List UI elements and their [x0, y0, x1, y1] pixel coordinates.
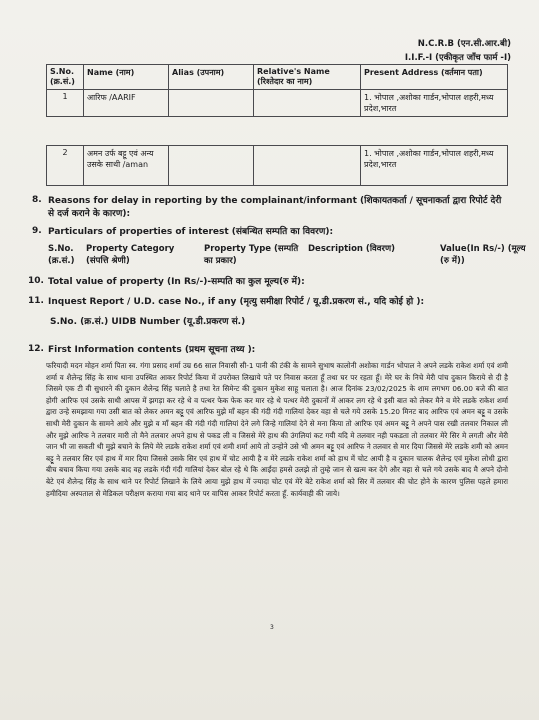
section-9-heading: Particulars of properties of interest (संबन्धित सम्पति का विवरण):: [48, 227, 334, 237]
col-address: Present Address (वर्तमान पता): [361, 65, 508, 90]
page-number: 3: [270, 624, 274, 631]
section-12-heading: First Information contents (प्रथम सूचना तथ्य ):: [48, 345, 256, 355]
accused-table-continued: [46, 145, 508, 186]
property-col-type: Property Type (सम्पति का प्रकार): [204, 244, 299, 266]
property-col-description: Description (विवरण): [308, 244, 395, 254]
fir-contents: फरियादी मदन मोहन शर्मा पिता स्व. गंगा प्रसाद शर्मा उम्र 66 साल निवासी सी-1 पानी की टंकी के सामने सुभाष कालोनी अशोका गार्डन भोपाल ने अपने लडके राकेश शर्मा एवं शमी शर्मा व शैलेन्द्र सिंह के साथ थाना उपस्थित आकर रिपोर्ट किया में उपरोक्त लिखाये पते पर निवास करता हूँ तथा घर पर रहता हूँ। मेरे घर के निचे मेरी पांच दुकान किराये से दी है जिसमे एक टी वी सुधारने की दुकान शैलेन्द्र सिंह चलाते है तथा रेत सिमेन्ट की दुकान मुकेश साहू चलाता है। आज दिनांक 23/02/2025 के शाम लगभग 06.00 बजे की बात होगी आरिफ एवं उसके साथी आपस में झगड़ा कर रहे थे व पत्थर फेक फेक कर मार रहे थे पत्थर मेरी दुकानों में आकर लग रहे थे इसी बात को लेकर मैने व मेरे लडके राकेश शर्मा द्वारा उन्हे समझाया गया उसी बात को लेकर अमन बट्टू एवं आरिफ मुझे माँ बहन की गंदी गंदी गालियां देकर वहा से चले गये उसके 15.20 मिनट बाद आरिफ एवं अमन बट्टू व उसके साथी मेरी दुकान के सामने आये और मुझे व माँ बहन की गंदी गंदी गालियां देने लगे जिन्हे गालियां देने से मना किया तो आरिफ एवं अमन बट्टू ने अपने पास रखी तलवार निकाल ली और मुझे आरिफ ने तलवार मारी तो मैने तलवार अपने हाथ से पकड ली व जिससे मेरे हाथ की उंगलियां कट गयी यदि मे तलवार नही पकडता तो तलवार मेरे सिर मे लगती और मेरी जान भी जा सकती थी मुझे बचाने के लिये मेरे लडके राकेश शर्मा एवं शमी शर्मा आये तो उन्होने उसे भी अमन बट्टू एवं आरिफ ने तलवार से मार दिया जिससे मेरे लडके शमी को अमन बट्टू ने तलवार सिर एवं हाथ में मार दिया जिससे उसके सिर एवं हाथ में चोट आयी है व मेरे लडके राकेश शर्मा को हाथ में चोट आयी है व दुकान चालक शैलेन्द्र एवं मुकेश लोधी द्वारा बीच बचाव किया गया उसके बाद वह लडके गंदी गंदी गालियां देकर बोल रहे थे कि आईंदा हमसे उलझे तो तुम्हे जान से खत्म कर देगे और वहा से चले गये उसके बाद मै अपने दोनो बेटे एवं शैलेन्द्र सिंह के साथ थाने पर रिपोर्ट लिखाने के लिये आया मुझे हाथ में ज्यादा चोट एवं मेरे बेटे राकेश शर्मा को सिर में तलवार की चोट होने के कारण पुलिस पहले हमारा हमीदिया अस्पताल से मेडिकल परीक्षण कराया गया बाद थाने पर वापिस आकर रिपोर्ट करता हूँ. कार्यवाही की जाये।: [46, 361, 508, 498]
col-name: Name (नाम): [84, 65, 169, 90]
cell-alias: [169, 146, 254, 186]
section-11-heading: Inquest Report / U.D. case No., if any (मृत्यु समीक्षा रिपोर्ट / यू.डी.प्रकरण सं., यदि कोई हो ):: [48, 297, 425, 307]
cell-relative: [254, 90, 361, 117]
section-8-heading: Reasons for delay in reporting by the complainant/informant (शिकायतकर्ता / सूचनाकर्ता द्वारा रिपोर्ट देरी से दर्ज कराने के कारण):: [48, 196, 502, 219]
table-row: [47, 146, 508, 186]
cell-name: अमन उर्फ बट्टू एवं अन्य उसके साथी /aman: [84, 146, 169, 186]
cell-sno: 2: [47, 146, 84, 186]
iif-header: I.I.F.-I (एकीकृत जाँच फार्म -I): [404, 53, 511, 63]
section-8-number: 8.: [32, 195, 42, 205]
accused-table-header-row: [47, 65, 508, 90]
col-relative: Relative's Name (रिश्तेदार का नाम): [254, 65, 361, 90]
property-col-value: Value(In Rs/-) (मूल्य (रु में)): [440, 244, 526, 266]
section-10-heading: Total value of property (In Rs/-)-सम्पति का कुल मूल्य(रु में):: [48, 277, 305, 287]
cell-address: 1. भोपाल ,अशोका गार्डन,भोपाल शहरी,मध्य प्रदेश,भारत: [361, 146, 508, 186]
cell-alias: [169, 90, 254, 117]
cell-relative: [254, 146, 361, 186]
section-11-subheading: S.No. (क्र.सं.) UIDB Number (यू.डी.प्रकरण सं.): [50, 317, 246, 327]
col-sno: S.No. (क्र.सं.): [47, 65, 84, 90]
section-10-number: 10.: [28, 276, 44, 286]
col-alias: Alias (उपनाम): [169, 65, 254, 90]
cell-name: आरिफ /AARIF: [84, 90, 169, 117]
ncrb-header: N.C.R.B (एन.सी.आर.बी): [417, 39, 511, 49]
cell-sno: 1: [47, 90, 84, 117]
property-col-sno: S.No. (क्र.सं.): [48, 244, 75, 266]
section-9-number: 9.: [32, 226, 42, 236]
accused-table: [46, 64, 508, 117]
cell-address: 1. भोपाल ,अशोका गार्डन,भोपाल शहरी,मध्य प्रदेश,भारत: [361, 90, 508, 117]
section-11-number: 11.: [28, 296, 44, 306]
property-col-category: Property Category (संपत्ति श्रेणी): [86, 244, 175, 266]
table-row: [47, 90, 508, 117]
section-12-number: 12.: [28, 344, 44, 354]
